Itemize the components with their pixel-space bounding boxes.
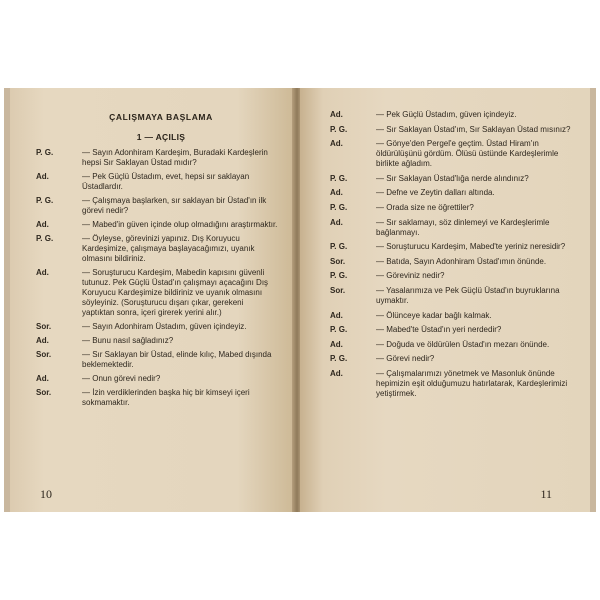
dialogue-entry bbox=[330, 218, 582, 238]
speaker-label: Ad. bbox=[36, 268, 49, 277]
speaker-label: P. G. bbox=[330, 242, 348, 252]
dialogue-text: — Soruşturucu Kardeşim, Mabed'te yeriniz neresidir? bbox=[376, 242, 566, 252]
speaker-label: Ad. bbox=[36, 374, 49, 383]
dialogue-entry bbox=[36, 350, 286, 370]
dialogue-entry bbox=[330, 354, 582, 364]
dialogue-entry bbox=[36, 322, 286, 332]
dialogue-text: — Gönye'den Pergel'e geçtim. Üstad Hiram'ın öldürülüşünü gördüm. Ölüsü üstünde Kardeşlerimle birlikte ağladım. bbox=[376, 139, 559, 169]
dialogue-text: — Pek Güçlü Üstadım, evet, hepsi sır saklayan Üstadlardır. bbox=[82, 172, 250, 191]
dialogue-text: — Sır Saklayan Üstad'lığa nerde alındınız? bbox=[376, 173, 529, 183]
dialogue-entry bbox=[330, 174, 582, 184]
speaker-label: Ad. bbox=[330, 368, 343, 378]
dialogue-text: — Sır saklamayı, söz dinlemeyi ve Kardeşlerimle bağlanmayı. bbox=[376, 217, 550, 237]
dialogue-entry bbox=[330, 257, 582, 267]
dialogue-text: — Çalışmalarımızı yönetmek ve Masonluk önünde hepimizin eşit olduğumuzu hatırlatarak, Kardeşlerimizi yetiştirmek. bbox=[376, 368, 568, 398]
speaker-label: Ad. bbox=[36, 172, 49, 181]
dialogue-entry bbox=[330, 188, 582, 198]
left-page bbox=[10, 88, 294, 512]
speaker-label: Ad. bbox=[330, 339, 343, 349]
dialogue-list-left bbox=[36, 148, 286, 408]
dialogue-entry bbox=[330, 286, 582, 306]
dialogue-text: — Onun görevi nedir? bbox=[82, 374, 161, 383]
dialogue-text: — Sayın Adonhiram Üstadım, güven içindeyiz. bbox=[82, 322, 247, 331]
dialogue-text: — Sır Saklayan Üstad'ım, Sır Saklayan Üstad mısınız? bbox=[376, 124, 571, 134]
dialogue-text: — Mabed'in güven içinde olup olmadığını araştırmaktır. bbox=[82, 220, 278, 229]
speaker-label: P. G. bbox=[36, 196, 54, 205]
page-number-left: 10 bbox=[40, 487, 52, 501]
dialogue-text: — Defne ve Zeytin dalları altında. bbox=[376, 188, 495, 198]
dialogue-entry bbox=[330, 125, 582, 135]
speaker-label: Ad. bbox=[330, 139, 343, 149]
page-number-right: 11 bbox=[540, 487, 552, 501]
speaker-label: Ad. bbox=[330, 188, 343, 198]
dialogue-entry bbox=[330, 271, 582, 281]
dialogue-text: — İzin verdiklerinden başka hiç bir kimseyi içeri sokmamaktır. bbox=[82, 388, 250, 407]
speaker-label: P. G. bbox=[330, 124, 348, 134]
speaker-label: Sor. bbox=[330, 256, 346, 266]
dialogue-entry bbox=[330, 139, 582, 169]
dialogue-text: — Mabed'te Üstad'ın yeri nerdedir? bbox=[376, 325, 502, 335]
chapter-title: ÇALIŞMAYA BAŞLAMA bbox=[109, 112, 213, 122]
dialogue-text: — Soruşturucu Kardeşim, Mabedin kapısını güvenli tutunuz. Pek Güçlü Üstad'ın çalışmayı açacağını Dış Koruyucu Kardeşimize bildiriniz ve uyanık olmasını söyleyiniz. (Soruşturucu dışarı çıkar, gerekeni yaptıktan sonra, içeri girerek yerini alır.) bbox=[82, 268, 269, 317]
dialogue-text: — Ölünceye kadar bağlı kalmak. bbox=[376, 310, 492, 320]
dialogue-text: — Öyleyse, görevinizi yapınız. Dış Koruyucu Kardeşimize, çalışmaya başlayacağımızı, uyanık olmasını bildiriniz. bbox=[82, 234, 255, 263]
dialogue-text: — Sır Saklayan bir Üstad, elinde kılıç, Mabed dışında beklemektedir. bbox=[82, 350, 272, 369]
dialogue-text: — Göreviniz nedir? bbox=[376, 271, 445, 281]
dialogue-entry bbox=[36, 172, 286, 192]
dialogue-entry bbox=[330, 203, 582, 213]
dialogue-text: — Görevi nedir? bbox=[376, 354, 435, 364]
dialogue-text: — Batıda, Sayın Adonhiram Üstad'ımın önünde. bbox=[376, 256, 547, 266]
speaker-label: P. G. bbox=[330, 271, 348, 281]
speaker-label: Ad. bbox=[330, 310, 343, 320]
dialogue-entry bbox=[36, 234, 286, 264]
dialogue-entry bbox=[330, 110, 582, 120]
right-page bbox=[300, 88, 590, 512]
speaker-label: Ad. bbox=[36, 336, 49, 345]
section-title: 1 — AÇILIŞ bbox=[136, 132, 186, 142]
speaker-label: P. G. bbox=[330, 325, 348, 335]
dialogue-entry bbox=[36, 196, 286, 216]
dialogue-entry bbox=[36, 268, 286, 318]
speaker-label: Sor. bbox=[36, 388, 52, 397]
dialogue-entry bbox=[36, 336, 286, 346]
speaker-label: P. G. bbox=[330, 202, 348, 212]
speaker-label: P. G. bbox=[36, 148, 54, 157]
speaker-label: Ad. bbox=[330, 217, 343, 227]
open-book bbox=[4, 88, 596, 512]
dialogue-entry bbox=[330, 340, 582, 350]
dialogue-text: — Pek Güçlü Üstadım, güven içindeyiz. bbox=[376, 110, 517, 119]
dialogue-entry bbox=[330, 242, 582, 252]
speaker-label: Sor. bbox=[330, 285, 346, 295]
dialogue-text: — Sayın Adonhiram Kardeşim, Buradaki Kardeşlerin hepsi Sır Saklayan Üstad mıdır? bbox=[82, 148, 268, 167]
speaker-label: Ad. bbox=[36, 220, 49, 229]
dialogue-text: — Doğuda ve öldürülen Üstad'ın mezarı önünde. bbox=[376, 339, 550, 349]
dialogue-entry bbox=[330, 369, 582, 399]
speaker-label: P. G. bbox=[330, 354, 348, 364]
speaker-label: Ad. bbox=[330, 110, 343, 119]
speaker-label: P. G. bbox=[36, 234, 54, 243]
speaker-label: Sor. bbox=[36, 350, 52, 359]
speaker-label: Sor. bbox=[36, 322, 52, 331]
dialogue-entry bbox=[36, 220, 286, 230]
dialogue-entry bbox=[36, 148, 286, 168]
dialogue-list-right bbox=[330, 110, 582, 399]
speaker-label: P. G. bbox=[330, 173, 348, 183]
dialogue-entry bbox=[36, 388, 286, 408]
dialogue-text: — Bunu nasıl sağladınız? bbox=[82, 336, 174, 345]
dialogue-entry bbox=[36, 374, 286, 384]
dialogue-text: — Çalışmaya başlarken, sır saklayan bir Üstad'ın ilk görevi nedir? bbox=[82, 196, 267, 215]
dialogue-entry bbox=[330, 325, 582, 335]
dialogue-text: — Yasalarımıza ve Pek Güçlü Üstad'ın buyruklarına uymaktır. bbox=[376, 285, 560, 305]
dialogue-entry bbox=[330, 311, 582, 321]
dialogue-text: — Orada size ne öğrettiler? bbox=[376, 202, 474, 212]
